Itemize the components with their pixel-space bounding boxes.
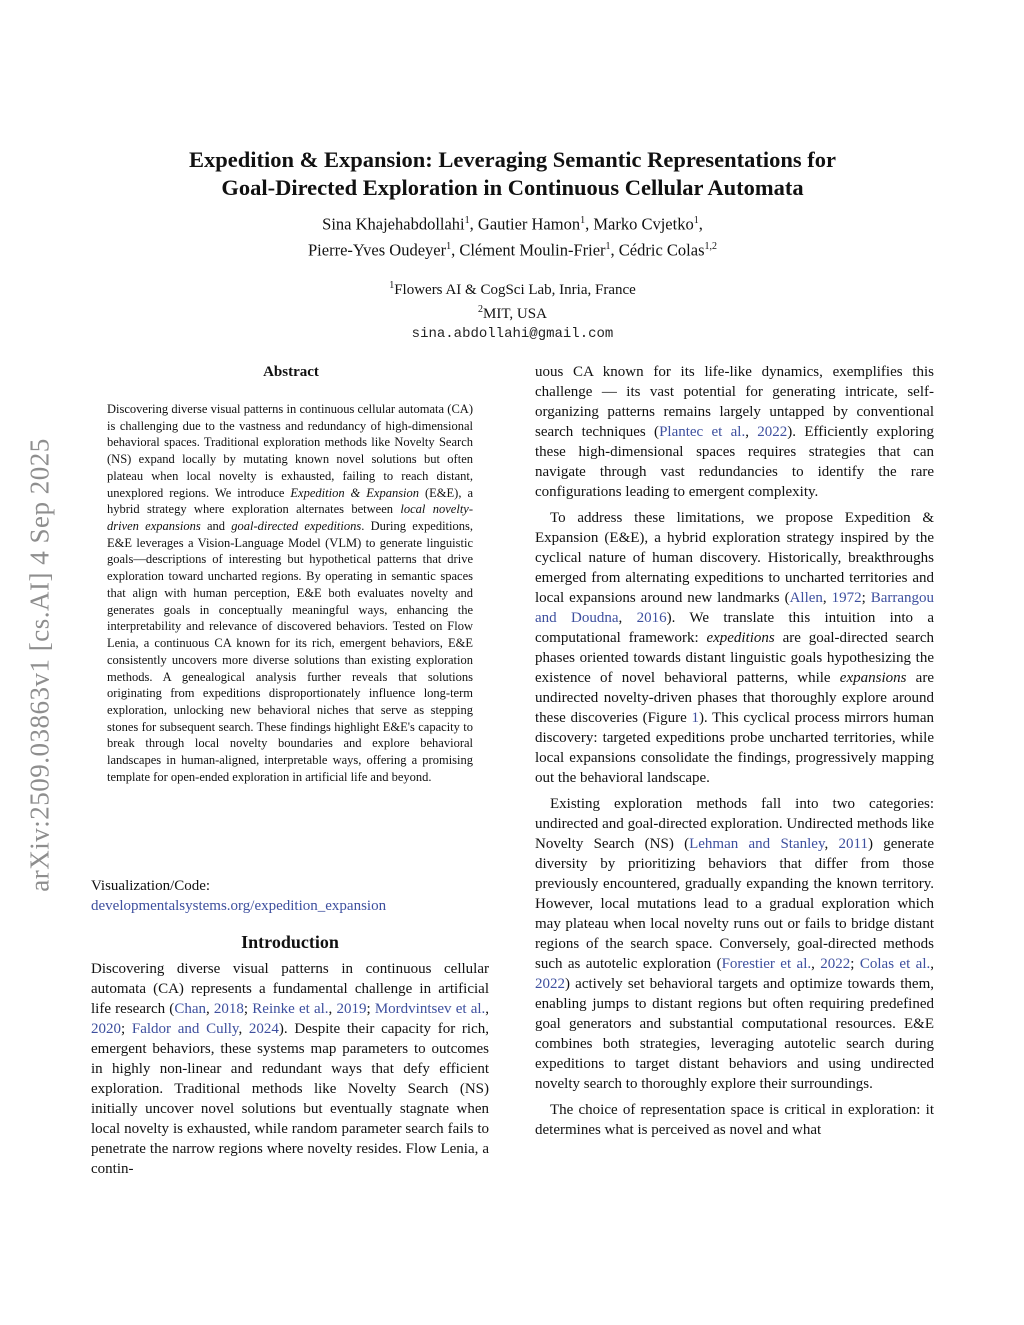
author-name: Marko Cvjetko [593,214,694,234]
citation-link[interactable]: 2022 [535,976,565,992]
body-text: Existing exploration methods fall into two categories: undirected and goal-directed exploration. Undirected methods like Novelty Search (NS) ( [535,796,934,852]
project-link[interactable]: developmentalsystems.org/expedition_expansion [91,898,387,914]
body-text: Discovering diverse visual patterns in continuous cellular automata (CA) represents a fundamental challenge in artificial life research ( [91,961,489,1017]
paragraph: uous CA known for its life-like dynamics, exemplifies this challenge — its vast potential for generating intricate, self-organizing patterns remains largely untapped by conventional search techniques (Plantec et al., 2022). Efficiently exploring these high-dimensional spaces requires strategies that can navigate through vast redundancies to identify the rare configurations leading to emergent complexity. [535,364,935,500]
author-name: Sina Khajehabdollahi [322,214,465,234]
abstract-emphasis: goal-directed expeditions [231,519,362,534]
citation-link[interactable]: 2016 [636,610,667,626]
citation-link[interactable]: Faldor and Cully [131,1021,239,1037]
citation-link[interactable]: 2024 [248,1021,279,1037]
emphasis: expeditions [706,630,775,646]
abstract-text: (E&E), a hybrid strategy where exploration alternates between [107,485,473,517]
body-text: ) actively set behavioral targets and optimize towards them, enabling jumps to distant regions but often requiring predefined goal generators and substantial computational resources. E&E combines both strategies, leveraging autotelic search during expeditions to target distant behaviors and using undirected novelty search to thoroughly explore their surroundings. [535,976,934,1092]
arxiv-identifier [22,385,58,945]
citation-link[interactable]: 2018 [213,1001,244,1017]
citation-link[interactable]: Lehman and Stanley [689,836,825,852]
abstract-body [107,401,473,786]
affiliation-mark: 1 [580,215,586,226]
body-text: ) generate diversity by prioritizing behaviors that differ from those previously encountered, gradually expanding the known territory. However, local mutations lead to a gradual exploration which may plateau when local novelty runs out or fails to bridge distant regions of the search space. Conversely, goal-directed methods such as autotelic exploration ( [535,836,935,972]
title-line-2: Goal-Directed Exploration in Continuous Cellular Automata [221,175,804,200]
author-name: Pierre-Yves Oudeyer [308,240,447,259]
introduction-right-column [535,362,934,1146]
abstract-heading: Abstract [263,364,319,380]
citation-link[interactable]: Plantec et al. [659,424,746,440]
citation-link[interactable]: Allen [789,590,823,606]
author-name: Cédric Colas [618,240,705,259]
citation-link[interactable]: Colas et al. [859,956,931,972]
citation-link[interactable]: 2020 [91,1021,121,1037]
citation-link[interactable]: 1972 [831,590,862,606]
body-text: are undirected novelty-driven phases that thoroughly explore around these discoveries (Figure [535,670,934,726]
body-text: uous CA known for its life-like dynamics, exemplifies this challenge — its vast potential for generating intricate, self-organizing patterns remains largely untapped by conventional search techniques ( [535,364,934,440]
body-text: are goal-directed search phases oriented towards distant linguistic goals hypothesizing the existence of novel behavioral patterns, while [535,630,934,686]
affiliation-1 [90,276,935,300]
arxiv-identifier-text: arXiv:2509.03863v1 [cs.AI] 4 Sep 2025 [24,438,55,892]
body-text: The choice of representation space is critical in exploration: it determines what is perceived as novel and what [535,1102,934,1138]
body-text: ). We translate this intuition into a computational framework: [535,610,934,646]
citation-link[interactable]: Mordvintsev et al. [374,1001,486,1017]
affiliations [90,276,935,344]
affiliation-mark: 1 [605,240,611,252]
title-line-1: Expedition & Expansion: Leveraging Semantic Representations for [188,147,837,172]
introduction-heading: Introduction [241,932,339,952]
body-text: To address these limitations, we propose Expedition & Expansion (E&E), a hybrid exploration strategy inspired by the cyclical nature of human discovery. Historically, breakthroughs emerged from alternating expeditions to uncharted territories and local expansions around new landmarks ( [535,510,934,606]
citation-link[interactable]: 2019 [336,1001,367,1017]
author-line-1: Sina Khajehabdollahi$^1$, Gautier Hamon$^1$, Marko Cvjetko$^1$, [322,214,703,234]
affiliation-mark: 1 [446,240,452,252]
paragraph: Discovering diverse visual patterns in continuous cellular automata (CA) represents a fundamental challenge in artificial life research (Chan, 2018; Reinke et al., 2019; Mordvintsev et al., 2020; Faldor and Cully, 2024). Despite their capacity for rich, emergent behaviors, these systems map parameters to outcomes in highly non-linear and redundant ways that defy efficient exploration. Traditional methods like Novelty Search (NS) initially uncover novel solutions but eventually stagnate when local novelty is exhausted, while random parameter search fails to penetrate the narrow regions where novelty resides. Flow Lenia, a contin- [91,961,490,1177]
paragraph [535,1100,934,1140]
affiliation-mark: 1 [464,215,470,226]
citation-link[interactable]: Reinke et al. [252,1001,329,1017]
abstract-emphasis: local novelty-driven expansions [107,502,474,534]
affiliation-2 [90,300,935,324]
emphasis: expansions [839,670,907,686]
citation-link[interactable]: 2022 [757,424,788,440]
author-line-2: Pierre-Yves Oudeyer$^1$, Clément Moulin-Frier$^1$, Cédric Colas$^{1,2}$ [308,240,717,259]
affiliation-text: Flowers AI & CogSci Lab, Inria, France [394,282,636,298]
contact-email[interactable]: sina.abdollahi@gmail.com [411,326,614,342]
paragraph: To address these limitations, we propose Expedition & Expansion (E&E), a hybrid exploration strategy inspired by the cyclical nature of human discovery. Historically, breakthroughs emerged from alternating expeditions to uncharted territories and local expansions around new landmarks (Allen, 1972; Barrangou and Doudna, 2016). We translate this intuition into a computational framework: expeditions are goal-directed search phases oriented towards distant linguistic goals hypothesizing the existence of novel behavioral patterns, while expansions are undirected novelty-driven phases that thoroughly explore around these discoveries (Figure 1). This cyclical process mirrors human discovery: targeted expeditions probe uncharted territories, while local expansions consolidate the findings, progressively mapping out the behavioral landscape. [535,510,935,786]
author-name: Clément Moulin-Frier [459,240,606,259]
body-text: ). This cyclical process mirrors human discovery: targeted expeditions probe uncharted territories, while local expansions consolidate the findings, progressively mapping out the behavioral landscape. [535,710,934,786]
abstract-text: Discovering diverse visual patterns in continuous cellular automata (CA) is challenging due to the vastness and redundancy of high-dimensional behavioral spaces. Traditional exploration methods like Novelty Search (NS) expand locally by mutating known novel solutions but often plateau when local novelty is exhausted, failing to reach distant, unexplored regions. We introduce [107,402,473,500]
body-text: ). Efficiently exploring these high-dimensional spaces requires strategies that can navigate through vast redundancies to identify the rare configurations leading to emergent complexity. [535,424,935,500]
body-text: ). Despite their capacity for rich, emergent behaviors, these systems map parameters to outcomes in highly non-linear and redundant ways that defy efficient exploration. Traditional methods like Novelty Search (NS) initially uncover novel solutions but eventually stagnate when local novelty is exhausted, while random parameter search fails to penetrate the narrow regions where novelty resides. Flow Lenia, a contin- [91,1021,489,1177]
affiliation-mark: 1 [389,280,395,291]
citation-link[interactable]: 2022 [820,956,851,972]
figure-reference-link[interactable]: 1 [691,710,699,726]
introduction-left-column [91,959,489,1179]
affiliation-text: MIT, USA [483,306,547,322]
abstract-text: . During expeditions, E&E leverages a Vision-Language Model (VLM) to generate linguistic goals—descriptions of interesting but hypothetical patterns that drive exploration toward uncharted regions. By operating in semantic spaces that align with human perception, E&E both evaluates novelty and generates goals in conceptually meaningful ways, enhancing the interpretability and relevance of discovered behaviors. Tested on Flow Lenia, a continuous CA known for its rich, emergent behaviors, E&E consistently uncovers more diverse solutions than existing exploration methods. A genealogical analysis further reveals that solutions originating from expeditions disproportionately influence long-term exploration, unlocking new behavioral niches that serve as stepping stones for subsequent search. These findings highlight E&E's capacity to break through local novelty boundaries and explore behavioral landscapes in human-aligned, interpretable ways, offering a promising template for open-ended exploration in artificial life and beyond. [107,519,473,784]
citation-link[interactable]: Barrangou and Doudna [535,590,935,626]
visualization-label: Visualization/Code: [91,878,211,894]
citation-link[interactable]: Forestier et al. [721,956,812,972]
affiliation-mark: 1,2 [704,240,717,252]
author-name: Gautier Hamon [477,214,581,234]
visualization-code-block [91,876,491,916]
paragraph: Existing exploration methods fall into two categories: undirected and goal-directed exploration. Undirected methods like Novelty Search (NS) (Lehman and Stanley, 2011) generate diversity by prioritizing behaviors that differ from those previously encountered, gradually expanding the known territory. However, local mutations lead to a gradual exploration which may plateau when local novelty runs out or fails to bridge distant regions of the search space. Conversely, goal-directed methods such as autotelic exploration (Forestier et al., 2022; Colas et al., 2022) actively set behavioral targets and optimize towards them, enabling jumps to distant regions but often requiring predefined goal generators and substantial computational resources. E&E combines both strategies, leveraging autotelic search during expeditions to target distant behaviors and using undirected novelty search to thoroughly explore their surroundings. [535,796,935,1092]
affiliation-mark: 1 [693,215,699,226]
citation-link[interactable]: 2011 [838,836,868,852]
author-list [90,210,935,261]
abstract-text: and [200,519,232,534]
affiliation-mark: 2 [478,304,484,315]
paper-title [90,146,935,202]
abstract-emphasis: Expedition & Expansion [290,485,420,500]
citation-link[interactable]: Chan [174,1001,206,1017]
